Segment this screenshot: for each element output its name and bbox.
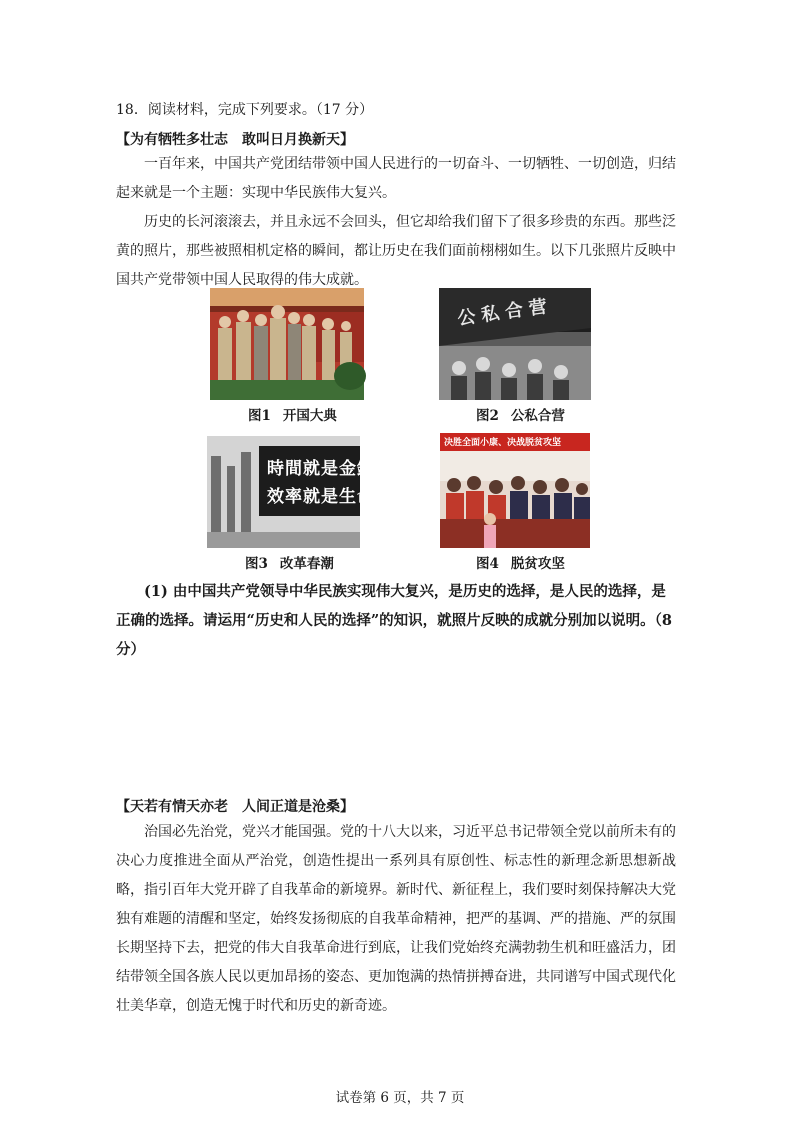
figure2-caption xyxy=(476,404,565,424)
figure3-number: 图3 xyxy=(245,556,268,572)
figure1-number: 图1 xyxy=(248,408,271,424)
figure2-number: 图2 xyxy=(476,408,499,424)
figure4-label: 脱贫攻坚 xyxy=(510,556,565,572)
section2-title: 【天若有情天亦老 人间正道是沧桑】 xyxy=(116,799,354,815)
section1-paragraph-2: 历史的长河滚滚去，并且永远不会回头，但它却给我们留下了很多珍贵的东西。那些泛黄的照片，那些被照相机定格的瞬间，都让历史在我们面前栩栩如生。以下几张照片反映中国共产党带领中国人民取得的伟大成就。 xyxy=(116,214,676,288)
section2-paragraph: 治国必先治党，党兴才能国强。党的十八大以来，习近平总书记带领全党以前所未有的决心力度推进全面从严治党，创造性提出一系列具有原创性、标志性的新理念新思想新战略，指引百年大党开辟了自我革命的新境界。新时代、新征程上，我们要时刻保持解决大党独有难题的清醒和坚定，始终发扬彻底的自我革命精神，把严的基调、严的措施、严的氛围长期坚持下去，把党的伟大自我革命进行到底，让我们党始终充满勃勃生机和旺盛活力，团结带领全国各族人民以更加昂扬的姿态、更加饱满的热情拼搏奋进，共同谱写中国式现代化壮美华章，创造无愧于时代和历史的新奇迹。 xyxy=(116,824,676,1014)
question-header: 18．阅读材料，完成下列要求。（17 分） xyxy=(116,102,374,118)
poverty-alleviation-illustration xyxy=(440,433,590,548)
founding-ceremony-illustration xyxy=(210,288,364,400)
section1-paragraph-1: 一百年来，中国共产党团结带领中国人民进行的一切奋斗、一切牺牲、一切创造，归结起来就是一个主题：实现中华民族伟大复兴。 xyxy=(116,156,676,201)
figure4-number: 图4 xyxy=(476,556,499,572)
poverty-banner-text: 决胜全面小康、决战脱贫攻坚 xyxy=(444,438,562,448)
figure4-caption xyxy=(476,552,565,572)
figure3-caption xyxy=(245,552,334,572)
reform-slogan-photo xyxy=(207,436,375,548)
section1-title: 【为有牺牲多壮志 敢叫日月换新天】 xyxy=(116,132,354,148)
figure1-label: 开国大典 xyxy=(282,408,337,424)
poverty-alleviation-photo xyxy=(440,433,590,548)
reform-sign-line1: 時間就是金錢 xyxy=(267,459,375,479)
figure2-label: 公私合营 xyxy=(510,408,565,424)
joint-ownership-sign: 公私合营 xyxy=(456,295,555,330)
reform-sign-line2: 效率就是生命 xyxy=(267,487,375,507)
founding-ceremony-photo xyxy=(210,288,364,400)
figure1-caption xyxy=(248,404,337,424)
sub-question-1: (1) 由中国共产党领导中华民族实现伟大复兴，是历史的选择，是人民的选择，是正确的选择。请运用“历史和人民的选择”的知识，就照片反映的成就分别加以说明。（8 分） xyxy=(116,583,673,658)
page-footer: 试卷第 6 页，共 7 页 xyxy=(335,1090,465,1106)
joint-ownership-photo xyxy=(439,288,591,400)
figure3-label: 改革春潮 xyxy=(279,556,334,572)
